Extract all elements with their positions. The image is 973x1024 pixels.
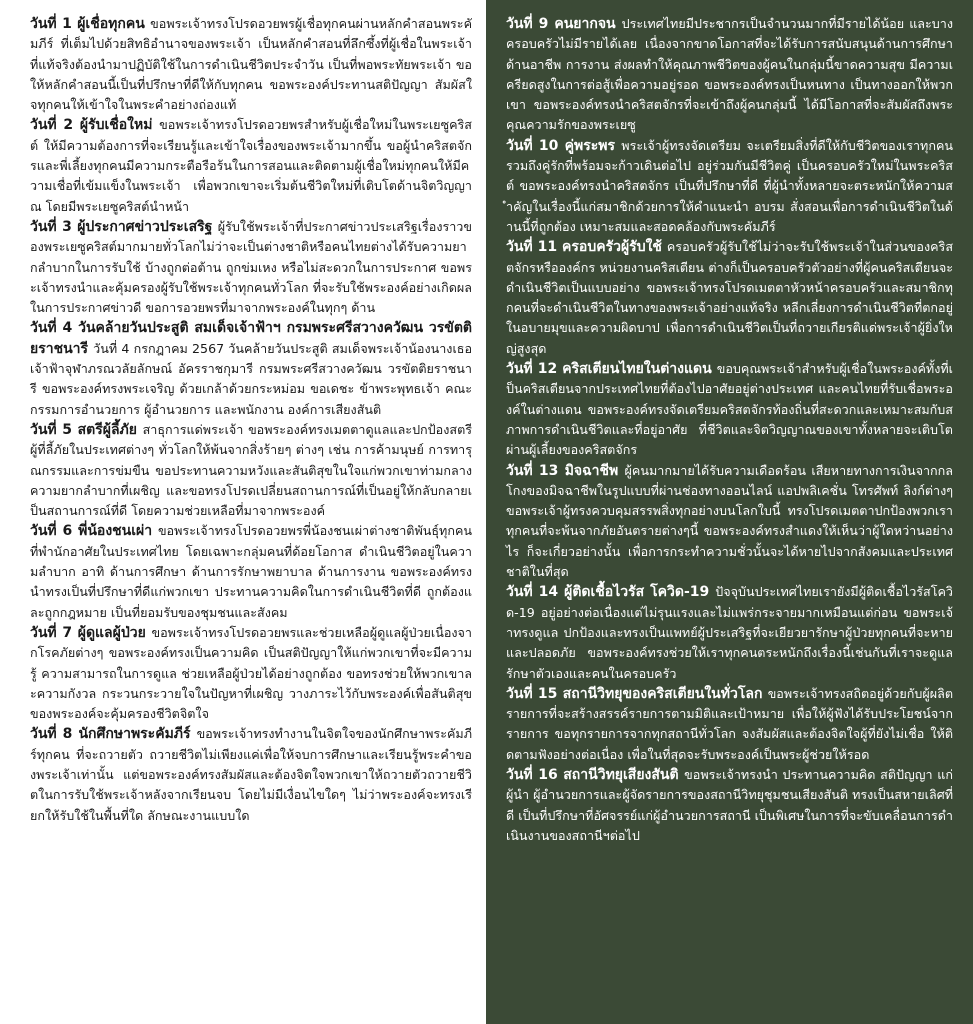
prayer-entry-day-6	[30, 521, 472, 622]
day-label: วันที่ 9	[506, 16, 549, 32]
day-label: วันที่ 11	[506, 239, 558, 256]
entry-heading: วันคล้ายวันประสูติ สมเด็จเจ้าฟ้าฯ กรมพระศรีสวางควัฒน วรขัตติยราชนารี	[30, 320, 472, 357]
entry-heading: สถานีวิทยุเสียงสันติ	[563, 766, 679, 783]
prayer-entry-day-11	[506, 237, 953, 359]
prayer-entry-day-9	[506, 14, 953, 136]
day-label: วันที่ 1	[30, 16, 72, 32]
day-label: วันที่ 5	[30, 421, 72, 438]
prayer-entry-day-14	[506, 582, 953, 683]
day-label: วันที่ 7	[30, 624, 73, 641]
day-label: วันที่ 10	[506, 137, 559, 154]
entry-heading: ผู้ประกาศข่าวประเสริฐ	[77, 218, 213, 235]
day-label: วันที่ 12	[506, 361, 558, 378]
entry-heading: คนยากจน	[554, 16, 616, 32]
entry-body: ขอพระเจ้าทรงโปรดอวยพรผู้เชื่อทุกคนผ่านหลักคำสอนพระคัมภีร์ ที่เต็มไปด้วยสิทธิอำนาจของพระเจ้า เป็นหลักคำสอนที่ลึกซึ้งที่ผู้เชื่อในพระเจ้าที่แท้จริงต้องนำมาปฏิบัติใช้ในการดำเนินชีวิตประจำวัน เป็นที่พอพระทัยพระเจ้า ขอให้หลักคำสอนนี้เป็นที่ปรึกษาที่ดีให้กับทุกคน ขอพระองค์ประทานสติปัญญา สัมผัสใจทุกคนให้เข้าใจในพระคำอย่างถ่องแท้	[30, 16, 472, 113]
day-label: วันที่ 6	[30, 523, 73, 540]
entry-heading: ผู้ดูแลผู้ป่วย	[77, 624, 146, 641]
day-label: วันที่ 16	[506, 766, 558, 783]
day-label: วันที่ 15	[506, 685, 558, 702]
entry-heading: คู่พระพร	[564, 137, 616, 154]
prayer-entry-day-15	[506, 684, 953, 765]
day-label: วันที่ 2	[30, 117, 74, 134]
entry-body: ครอบครัวผู้รับใช้ไม่ว่าจะรับใช้พระเจ้าในส่วนของคริสตจักรหรือองค์กร หน่วยงานคริสเตียน ต่างก็เป็นครอบครัวตัวอย่างที่ผู้คนคริสเตียนจะดำเนินชีวิตเป็นแบบอย่าง ขอพระเจ้าทรงโปรดเมตตาหัวหน้าครอบครัวและสมาชิกทุกคนที่จะดำเนินชีวิตในทางของพระเจ้าอย่างแท้จริง หลีกเลี่ยงการดำเนินชีวิตที่ตกอยู่ในอบายมุขและความผิดบาป เพื่อการดำเนินชีวิตเป็นที่ถวายเกียรติแด่พระเจ้าผู้ยิ่งใหญ่สูงสุด	[506, 239, 954, 356]
entry-heading: สถานีวิทยุของคริสเตียนในทั่วโลก	[562, 685, 763, 702]
entry-heading: สตรีผู้ลี้ภัย	[77, 421, 137, 438]
prayer-entry-day-1	[30, 14, 472, 115]
day-label: วันที่ 13	[506, 462, 559, 479]
day-label: วันที่ 4	[30, 320, 73, 337]
entry-heading: ผู้เชื่อทุกคน	[77, 16, 145, 32]
entry-body: ผู้รับใช้พระเจ้าที่ประกาศข่าวประเสริฐเรื่องราวของพระเยซูคริสต์มากมายทั่วโลกไม่ว่าจะเป็นต่างชาติหรือคนไทยต่างได้รับความยากลำบากในการรับใช้ บ้างถูกต่อต้าน ถูกข่มเหง หรือไม่สะดวกในการประกาศ ขอพระเจ้าทรงนำและคุ้มครองผู้รับใช้พระเจ้าทุกคนทั่วโลก ที่จะรับใช้พระองค์อย่างเกิดผลในการประกาศข่าวดี ขอการอวยพรที่มาจากพระองค์ในทุกๆ ด้าน	[30, 218, 472, 316]
prayer-entry-day-4	[30, 318, 472, 419]
entry-body: ขอพระเจ้าทรงนำ ประทานความคิด สติปัญญา แก่ผู้นำ ผู้อำนวยการและผู้จัดรายการของสถานีวิทยุชุมชนเสียงสันติ ทรงเป็นสหายเลิศที่ดี เป็นที่ปรึกษาที่อัศจรรย์แก่ผู้อำนวยการสถานี เป็นพิเศษในการที่จะขับเคลื่อนการดำเนินงานของสถานีฯต่อไป	[506, 766, 953, 843]
prayer-entry-day-7	[30, 623, 472, 724]
entry-body: ขอพระเจ้าทรงโปรดอวยพรพี่น้องชนเผ่าต่างชาติพันธุ์ทุกคนที่พำนักอาศัยในประเทศไทย โดยเฉพาะกลุ่มคนที่ด้อยโอกาส ดำเนินชีวิตอยู่ในความลำบาก อาทิ ด้านการศึกษา ด้านการรักษาพยาบาล ด้านการงาน ขอพระองค์ทรงนำทรงเป็นที่ปรึกษาที่ดีแก่พวกเขา ประทานความคิดในการดำเนินชีวิตที่ดี ถูกต้องและถูกกฎหมาย เป็นที่ยอมรับของชุมชนและสังคม	[30, 523, 472, 620]
entry-heading: นักศึกษาพระคัมภีร์	[78, 726, 191, 743]
entry-heading: ผู้รับเชื่อใหม่	[79, 117, 153, 134]
day-label: วันที่ 14	[506, 584, 559, 601]
day-label: วันที่ 3	[30, 218, 72, 235]
prayer-entry-day-12	[506, 359, 953, 460]
prayer-entry-day-5	[30, 420, 472, 521]
prayer-entry-day-3	[30, 217, 472, 318]
day-label: วันที่ 8	[30, 726, 73, 743]
prayer-entry-day-13	[506, 461, 953, 583]
entry-body: ขอพระเจ้าทรงโปรดอวยพรสำหรับผู้เชื่อใหม่ในพระเยซูคริสต์ ให้มีความต้องการที่จะเรียนรู้และเข้าใจเรื่องของพระเจ้ามากขึ้น ขอผู้นำคริสตจักรและพี่เลี้ยงทุกคนมีความกระตือรือร้นในการสอนและติดตามผู้เชื่อใหม่ทุกคนให้มีความเชื่อที่เข้มแข็งในพระเจ้า เพื่อพวกเขาจะเริ่มต้นชีวิตใหม่ที่เติบโตด้านจิตวิญญาณ โดยมีพระเยซูคริสต์นำหน้า	[30, 117, 472, 214]
entry-body: ขอบคุณพระเจ้าสำหรับผู้เชื่อในพระองค์ทั้งที่เป็นคริสเตียนจากประเทศไทยที่ต้องไปอาศัยอยู่ต่างประเทศ และคนไทยที่รับเชื่อพระองค์ในต่างแดน ขอพระองค์ทรงจัดเตรียมคริสตจักรท้องถิ่นที่สะดวกและเหมาะสมกับสภาพการดำเนินชีวิตและที่อยู่อาศัย ที่ชีวิตและจิตวิญญาณของเขาทั้งหลายจะเติบโตผ่านผู้เลี้ยงของคริสตจักร	[506, 361, 953, 458]
entry-body: ขอพระเจ้าทรงสถิตอยู่ด้วยกับผู้ผลิตรายการที่จะสร้างสรรค์รายการตามมิติและเป้าหมาย เพื่อให้ผู้ฟังได้รับประโยชน์จากรายการ ขอทุกรายการจากทุกสถานีทั่วโลก จงสัมผัสและต้องจิตใจผู้ที่ยังไม่เชื่อ ให้ติดตามฟังอย่างต่อเนื่อง เพื่อในที่สุดจะรับพระองค์เป็นพระผู้ช่วยให้รอด	[506, 685, 954, 762]
entry-heading: มิจฉาชีพ	[564, 462, 619, 479]
entry-body: ประเทศไทยมีประชากรเป็นจำนวนมากที่มีรายได้น้อย และบางครอบครัวไม่มีรายได้เลย เนื่องจากขาดโอกาสที่จะได้รับการสนับสนุนด้านการศึกษา ด้านอาชีพ การงาน ส่งผลทำให้คุณภาพชีวิตของผู้คนในกลุ่มนี้ขาดความสุข มีความเครียดสูงในการต่อสู้เพื่อความอยู่รอด ขอพระองค์ทรงเป็นหนทาง เป็นทางออกให้พวกเขา ขอพระองค์ทรงนำคริสตจักรที่จะเข้าถึงผู้คนกลุ่มนี้ ได้มีโอกาสที่จะสัมผัสถึงพระคุณความรักของพระเยซู	[506, 16, 954, 133]
entry-body: ปัจจุบันประเทศไทยเรายังมีผู้ติดเชื้อไวรัสโควิด-19 อยู่อย่างต่อเนื่องแต่ไม่รุนแรงและไม่แพร่กระจายมากเหมือนแต่ก่อน ขอพระเจ้าทรงดูแล ปกป้องและทรงเป็นแพทย์ผู้ประเสริฐที่จะเยียวยารักษาผู้ป่วยทุกคนที่จะหายและปลอดภัย ขอพระองค์ทรงช่วยให้เราทุกคนตระหนักถึงเรื่องนี้เช่นกันที่เราจะดูแล รักษาตัวเองและคนในครอบครัว	[506, 584, 953, 681]
entry-body: วันที่ 4 กรกฎาคม 2567 วันคล้ายวันประสูติ สมเด็จพระเจ้าน้องนางเธอ เจ้าฟ้าจุฬาภรณวลัยลักษณ์ อัครราชกุมารี กรมพระศรีสวางควัฒน วรขัตติยราชนารี ขอพระองค์ทรงพระเจริญ ด้วยเกล้าด้วยกระหม่อม ขอเดชะ ข้าพระพุทธเจ้า คณะกรรมการอำนวยการ ผู้อำนวยการ และพนักงาน องค์การเสียงสันติ	[30, 340, 473, 417]
left-column	[0, 0, 486, 1024]
entry-heading: พี่น้องชนเผ่า	[78, 523, 153, 540]
entry-body: ขอพระเจ้าทรงทำงานในจิตใจของนักศึกษาพระคัมภีร์ทุกคน ที่จะถวายตัว ถวายชีวิตไม่เพียงแค่เพื่อให้จบการศึกษาและเรียนรู้พระคำของพระเจ้าเท่านั้น แต่ขอพระองค์ทรงสัมผัสและต้องจิตใจพวกเขาให้ถวายตัวถวายชีวิตในการรับใช้พระเจ้าหลังจากเรียนจบ โดยไม่มีเงื่อนไขใดๆ ไม่ว่าพระองค์จะทรงเรียกให้รับใช้ในพื้นที่ใด ลักษณะงานแบบใด	[30, 726, 472, 823]
right-column	[486, 0, 973, 1024]
entry-body: สาธุการแด่พระเจ้า ขอพระองค์ทรงเมตตาดูแลและปกป้องสตรีผู้ที่ลี้ภัยในประเทศต่างๆ ทั่วโลกให้พ้นจากสิ่งร้ายๆ ต่างๆ เช่น การค้ามนุษย์ การทารุณกรรมและการข่มขืน ขอประทานความหวังและสันติสุขในใจแก่พวกเขาท่ามกลางความยากลำบากที่เผชิญ และขอทรงโปรดเปลี่ยนสถานการณ์ที่เป็นอยู่ให้กลับกลายเป็นสถานการณ์ที่ดี โดยความช่วยเหลือที่มาจากพระองค์	[30, 421, 473, 519]
prayer-entry-day-10	[506, 136, 953, 237]
entry-heading: คริสเตียนไทยในต่างแดน	[562, 361, 712, 378]
prayer-entry-day-16	[506, 765, 953, 846]
prayer-entry-day-2	[30, 115, 472, 216]
entry-body: ผู้คนมากมายได้รับความเดือดร้อน เสียหายทางการเงินจากกลโกงของมิจฉาชีพในรูปแบบที่ผ่านช่องทางออนไลน์ แอปพลิเคชั่น โทรศัพท์ ลิงก์ต่างๆ ขอพระเจ้าผู้ทรงควบคุมสรรพสิ่งทุกอย่างบนโลกใบนี้ ทรงโปรดเมตตาปกป้องพวกเราทุกคนที่จะพ้นจากภัยอันตรายต่างๆนี้ ขอพระองค์ทรงสำแดงให้เห็นว่าผู้ใดหว่านอย่างไร ก็จะเกี่ยวอย่างนั้น เพื่อการกระทำความชั่วนั้นจะได้หายไปจากสังคมและประเทศชาติในที่สุด	[506, 462, 954, 580]
entry-heading: ผู้ติดเชื้อไวรัส โควิด-19	[564, 584, 710, 601]
entry-body: ขอพระเจ้าทรงโปรดอวยพรและช่วยเหลือผู้ดูแลผู้ป่วยเนื่องจากโรคภัยต่างๆ ขอพระองค์ทรงเป็นความคิด เป็นสติปัญญาให้แก่พวกเขาที่จะมีความรู้ ความสามารถในการดูแล ช่วยเหลือผู้ป่วยได้อย่างถูกต้อง ขอทรงช่วยให้พวกเขาละความกังวล กระวนกระวายใจในปัญหาที่เผชิญ วางภาระไว้กับพระองค์เพื่อสันติสุขของพระองค์จะคุ้มครองชีวิตจิตใจ	[30, 624, 473, 722]
entry-heading: ครอบครัวผู้รับใช้	[562, 239, 662, 256]
entry-body: พระเจ้าผู้ทรงจัดเตรียม จะเตรียมสิ่งที่ดีให้กับชีวิตของเราทุกคนรวมถึงคู่รักที่พร้อมจะก้าวเดินต่อไป อยู่ร่วมกันมีชีวิตคู่ เป็นครอบครัวใหม่ในพระคริสต์ ขอพระองค์ทรงนำคริสตจักร เป็นที่ปรึกษาที่ดี ที่ผู้นำทั้งหลายจะตระหนักให้ความสำคัญในเรื่องนี้แก่สมาชิกด้วยการให้คำแนะนำ อบรม สั่งสอนเพื่อการดำเนินชีวิตในด้านนี้ที่ถูกต้อง เหมาะสมและสอดคล้องกับพระคัมภีร์	[506, 137, 953, 234]
prayer-entry-day-8	[30, 724, 472, 825]
